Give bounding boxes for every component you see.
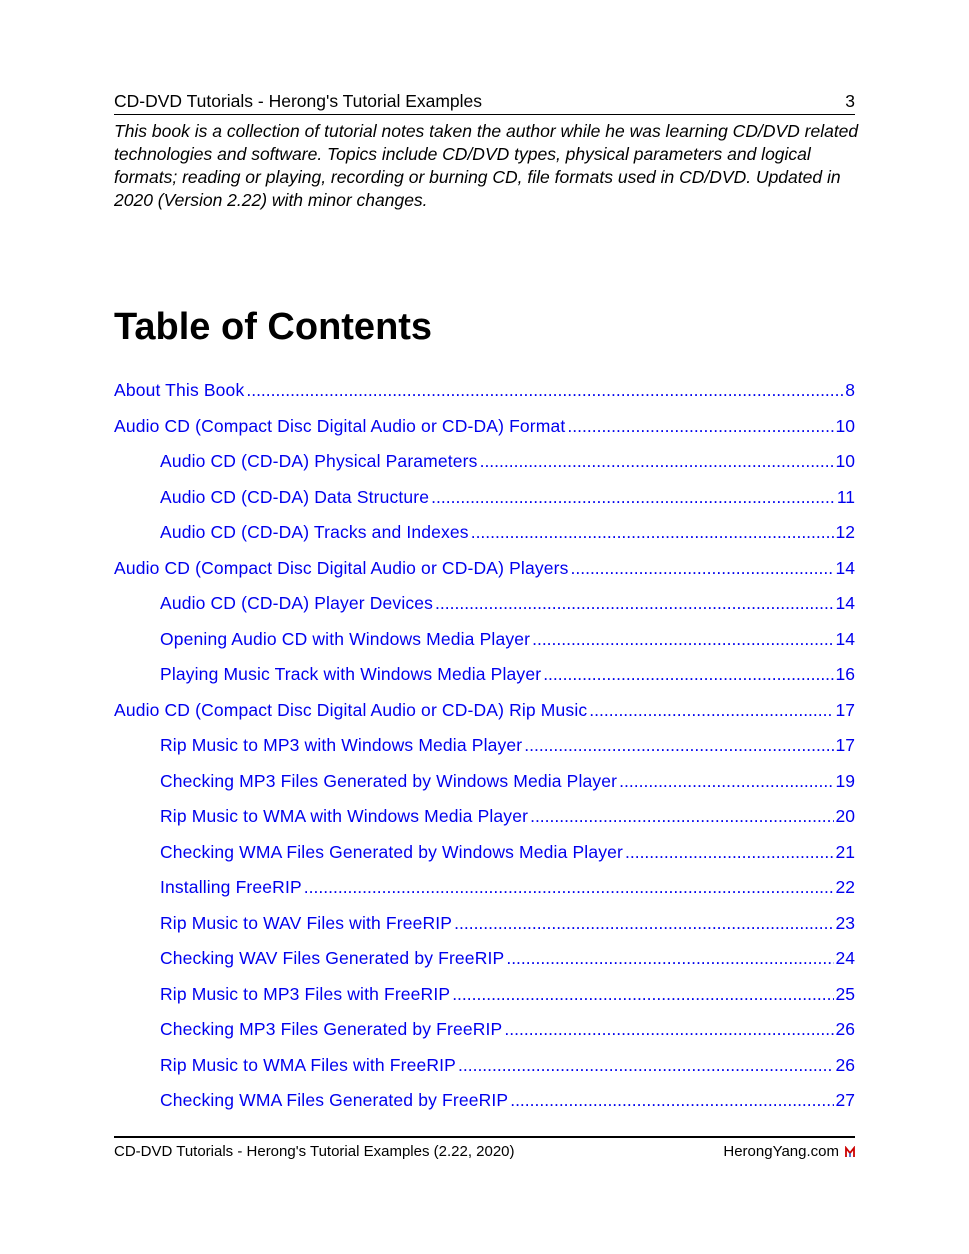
toc-entry-page: 22 <box>835 877 855 897</box>
toc-entry-title: Rip Music to MP3 Files with FreeRIP <box>160 983 451 1004</box>
toc-entry-title: Playing Music Track with Windows Media Player <box>160 664 542 684</box>
toc-entry-title: Checking WMA Files Generated by Windows Media Player <box>160 841 623 862</box>
toc-entry-leader <box>454 909 833 937</box>
toc-entry-title: Opening Audio CD with Windows Media Player <box>160 628 531 649</box>
toc-entry[interactable] <box>114 944 855 980</box>
book-description: This book is a collection of tutorial notes taken the author while he was learning CD/DVD related technologies and software. Topics include CD/DVD types, physical parameters and logical formats; reading or playing, recording or burning CD, file formats used in CD/DVD. Updated in 2020 (Version 2.22) with minor changes. <box>114 121 859 210</box>
toc-entry-leader <box>246 376 843 404</box>
toc-entry-page: 20 <box>835 806 855 826</box>
toc-entry-title: Audio CD (Compact Disc Digital Audio or CD-DA) Rip Music <box>114 699 588 720</box>
toc-entry-page: 10 <box>835 415 855 436</box>
toc-entry-leader <box>480 447 834 475</box>
header-page-number: 3 <box>845 91 855 111</box>
table-of-contents <box>114 376 855 1122</box>
toc-entry-page: 21 <box>835 841 855 862</box>
toc-entry-page: 23 <box>835 912 855 933</box>
toc-entry-leader <box>567 412 833 440</box>
page-header <box>114 90 855 115</box>
toc-entry[interactable] <box>114 802 855 838</box>
toc-entry-leader <box>435 589 833 617</box>
toc-entry[interactable] <box>114 1086 855 1122</box>
toc-entry[interactable] <box>114 767 855 803</box>
footer-site-name: HerongYang.com <box>723 1143 839 1160</box>
toc-entry-title: Checking WAV Files Generated by FreeRIP <box>160 948 505 968</box>
toc-entry[interactable] <box>114 518 855 554</box>
toc-entry-title: About This Book <box>114 380 245 400</box>
toc-entry[interactable] <box>114 376 855 412</box>
toc-entry-leader <box>530 802 833 830</box>
toc-entry-title: Audio CD (CD-DA) Tracks and Indexes <box>160 522 469 542</box>
toc-entry-title: Installing FreeRIP <box>160 877 302 897</box>
toc-entry[interactable] <box>114 838 855 874</box>
toc-entry-title: Rip Music to WMA with Windows Media Player <box>160 806 529 826</box>
toc-entry-page: 8 <box>845 380 855 400</box>
toc-entry[interactable] <box>114 660 855 696</box>
toc-entry-page: 27 <box>835 1090 855 1110</box>
toc-entry-leader <box>619 767 833 795</box>
toc-entry-title: Rip Music to WMA Files with FreeRIP <box>160 1054 456 1075</box>
toc-entry-page: 26 <box>835 1054 855 1075</box>
toc-entry[interactable] <box>114 483 855 519</box>
toc-entry-page: 10 <box>835 451 855 471</box>
toc-entry-leader <box>431 483 835 511</box>
footer-title: CD-DVD Tutorials - Herong's Tutorial Examples (2.22, 2020) <box>114 1143 515 1160</box>
toc-entry[interactable] <box>114 554 855 590</box>
toc-entry-title: Audio CD (Compact Disc Digital Audio or CD-DA) Format <box>114 415 566 436</box>
toc-heading: Table of Contents <box>114 306 433 348</box>
toc-entry-title: Audio CD (CD-DA) Player Devices <box>160 593 434 613</box>
toc-entry-title: Rip Music to MP3 with Windows Media Player <box>160 735 523 755</box>
toc-entry-page: 19 <box>835 770 855 791</box>
toc-entry[interactable] <box>114 412 855 448</box>
toc-entry[interactable] <box>114 625 855 661</box>
toc-entry-page: 24 <box>835 948 855 968</box>
page-footer <box>114 1136 855 1166</box>
toc-entry-page: 11 <box>836 486 855 507</box>
toc-entry-leader <box>504 1015 833 1043</box>
toc-entry[interactable] <box>114 980 855 1016</box>
toc-entry-leader <box>543 660 833 688</box>
toc-entry-leader <box>524 731 833 759</box>
toc-entry-title: Checking MP3 Files Generated by FreeRIP <box>160 1019 503 1039</box>
toc-entry-page: 14 <box>835 593 855 613</box>
toc-entry-page: 14 <box>835 557 855 578</box>
toc-entry[interactable] <box>114 731 855 767</box>
toc-entry-page: 12 <box>835 522 855 542</box>
toc-entry-leader <box>532 625 833 653</box>
toc-entry-page: 17 <box>835 735 855 755</box>
toc-entry-leader <box>571 554 834 582</box>
toc-entry-title: Audio CD (CD-DA) Physical Parameters <box>160 451 478 471</box>
toc-entry-leader <box>506 944 833 972</box>
toc-entry-leader <box>471 518 834 546</box>
toc-entry-title: Audio CD (CD-DA) Data Structure <box>160 486 430 507</box>
toc-entry-leader <box>304 873 834 901</box>
toc-entry-page: 25 <box>835 983 855 1004</box>
toc-entry-leader <box>458 1051 834 1079</box>
toc-entry[interactable] <box>114 589 855 625</box>
toc-entry-title: Checking WMA Files Generated by FreeRIP <box>160 1090 509 1110</box>
toc-entry-title: Audio CD (Compact Disc Digital Audio or CD-DA) Players <box>114 557 569 578</box>
toc-entry-leader <box>589 696 833 724</box>
footer-site <box>723 1143 855 1160</box>
toc-entry[interactable] <box>114 447 855 483</box>
toc-entry[interactable] <box>114 1015 855 1051</box>
herong-logo-icon <box>845 1146 855 1158</box>
toc-entry-page: 17 <box>835 699 855 720</box>
toc-entry-title: Checking MP3 Files Generated by Windows Media Player <box>160 770 618 791</box>
toc-entry[interactable] <box>114 909 855 945</box>
toc-entry-leader <box>452 980 833 1008</box>
toc-entry[interactable] <box>114 696 855 732</box>
header-title: CD-DVD Tutorials - Herong's Tutorial Examples <box>114 91 483 111</box>
toc-entry-page: 26 <box>835 1019 855 1039</box>
toc-entry[interactable] <box>114 1051 855 1087</box>
toc-entry-leader <box>510 1086 833 1114</box>
toc-entry-page: 14 <box>835 628 855 649</box>
toc-entry[interactable] <box>114 873 855 909</box>
toc-entry-page: 16 <box>835 664 855 684</box>
toc-entry-title: Rip Music to WAV Files with FreeRIP <box>160 912 453 933</box>
toc-entry-leader <box>625 838 834 866</box>
